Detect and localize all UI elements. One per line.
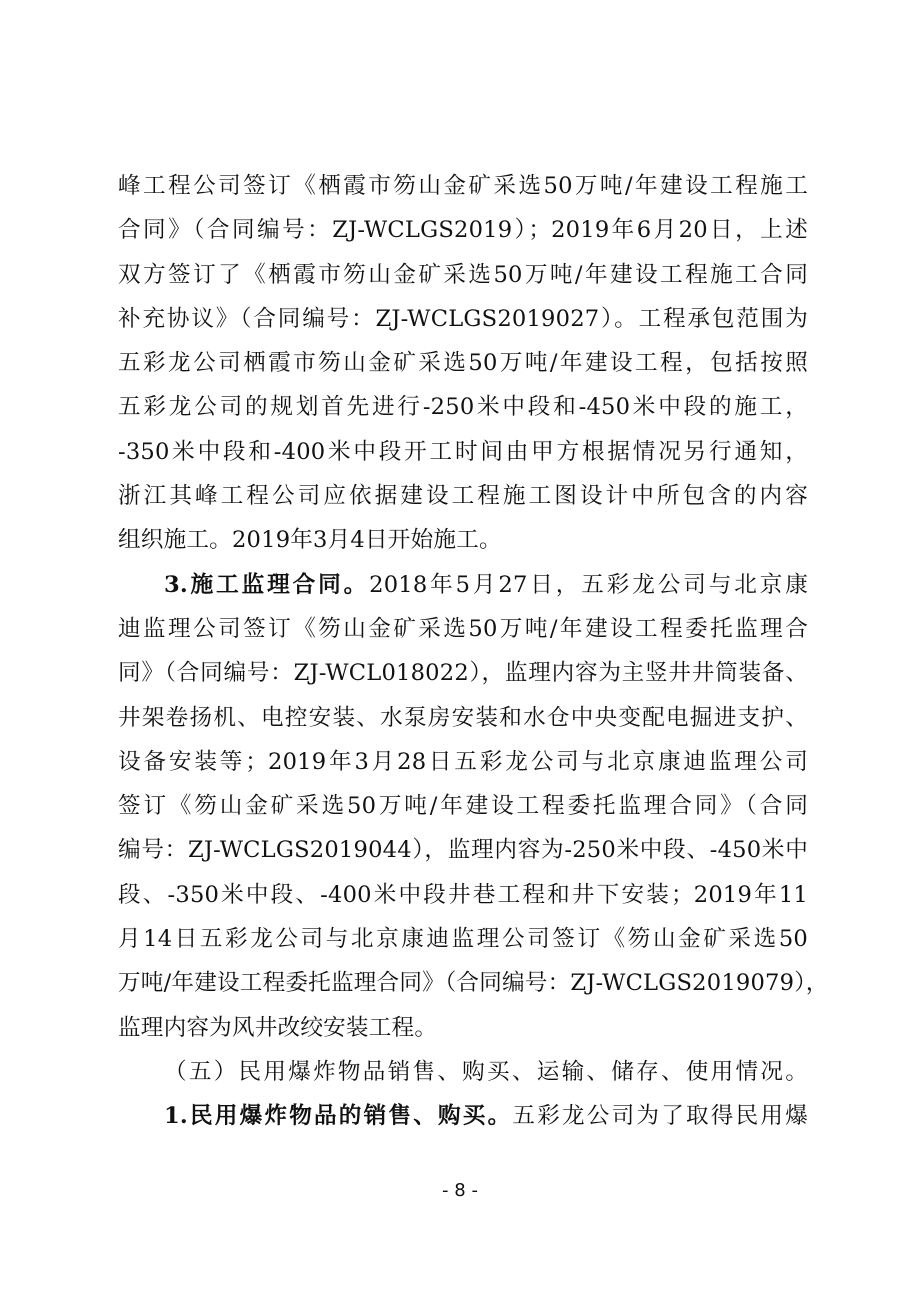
text-line: 迪监理公司签订《笏山金矿采选50万吨/年建设工程委托监理合 [118,615,808,642]
text-run: 五彩龙公司为了取得民用爆 [512,1103,808,1130]
text-line: 设备安装等；2019年3月28日五彩龙公司与北京康迪监理公司 [118,748,808,775]
text-line: 五彩龙公司的规划首先进行-250米中段和-450米中段的施工， [118,394,808,421]
page-number: - 8 - [442,1180,478,1201]
text-line: 井架卷扬机、电控安装、水泵房安装和水仓中央变配电掘进支护、 [118,704,808,731]
section-lead: 1.民用爆炸物品的销售、购买。 [164,1103,513,1130]
text-line: 五彩龙公司栖霞市笏山金矿采选50万吨/年建设工程，包括按照 [118,350,808,377]
body-text [118,164,829,1139]
text-line: 浙江其峰工程公司应依据建设工程施工图设计中所包含的内容 [118,483,808,510]
text-line: 合同》（合同编号：ZJ-WCLGS2019）；2019年6月20日，上述 [118,217,808,244]
text-line: 监理内容为风井改绞安装工程。 [118,1014,438,1041]
text-line: 组织施工。2019年3月4日开始施工。 [118,527,502,554]
text-line: 签订《笏山金矿采选50万吨/年建设工程委托监理合同》（合同 [118,793,808,820]
text-line: 万吨/年建设工程委托监理合同》（合同编号：ZJ-WCLGS2019079）， [118,970,829,997]
section-heading: （五）民用爆炸物品销售、购买、运输、储存、使用情况。 [164,1058,808,1085]
paragraph-first-line [118,563,808,607]
paragraph-first-line [118,1094,808,1138]
text-line: 同》（合同编号：ZJ-WCL018022），监理内容为主竖井井筒装备、 [118,660,808,687]
text-line: 双方签订了《栖霞市笏山金矿采选50万吨/年建设工程施工合同 [118,261,808,288]
text-line: -350米中段和-400米中段开工时间由甲方根据情况另行通知， [118,438,808,465]
text-line: 编号：ZJ-WCLGS2019044），监理内容为-250米中段、-450米中 [118,837,808,864]
text-line: 补充协议》（合同编号：ZJ-WCLGS2019027）。工程承包范围为 [118,305,808,332]
text-run: 2018年5月27日，五彩龙公司与北京康 [369,571,809,598]
section-lead: 3.施工监理合同。 [164,571,370,598]
text-line: 月14日五彩龙公司与北京康迪监理公司签订《笏山金矿采选50 [118,926,808,953]
text-line: 峰工程公司签订《栖霞市笏山金矿采选50万吨/年建设工程施工 [118,173,808,199]
text-line: 段、-350米中段、-400米中段井巷工程和井下安装；2019年11 [118,881,808,908]
